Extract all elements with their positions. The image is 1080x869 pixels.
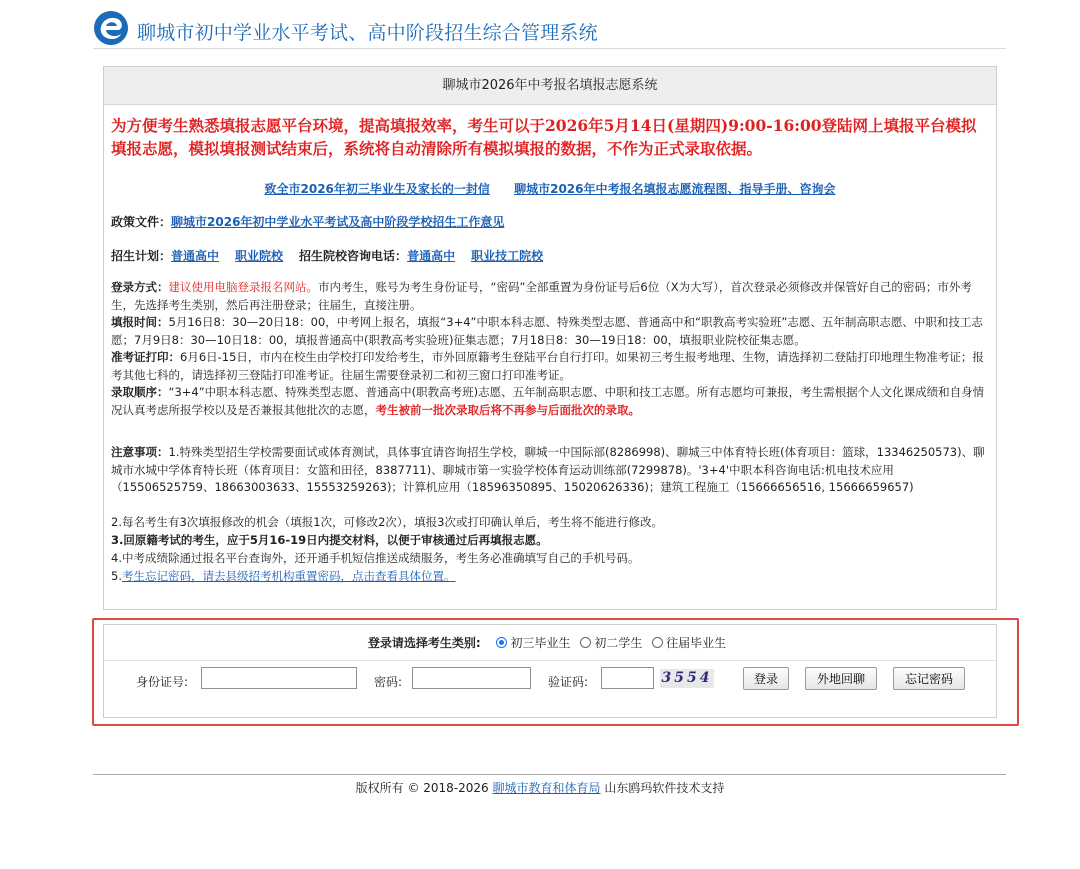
radio-unchecked-icon[interactable] [652,637,663,648]
support-text: 山东鸥玛软件技术支持 [604,781,725,795]
credentials-row [104,663,996,699]
note-item-3: 3.回原籍考试的考生，应于5月16-19日内提交材料，以便于审核通过后再填报志愿。 [111,533,548,547]
category-option-grade9[interactable]: 初三毕业生 [496,636,570,650]
plan-label: 招生计划： [111,249,172,263]
plan-link-vocational[interactable]: 职业院校 [235,249,284,263]
info-paragraphs [111,279,991,419]
process-guide-link[interactable]: 聊城市2026年中考报名填报志愿流程图、指导手册、咨询会 [514,182,836,196]
category-option-grade8[interactable]: 初二学生 [580,636,642,650]
consult-label: 招生院校咨询电话： [299,249,408,263]
footer [0,779,1080,796]
password-label: 密码: [374,675,403,689]
note-item-2: 2.每名考生有3次填报修改的机会（填报1次，可修改2次），填报3次或打印确认单后，考生将不能进行修改。 [111,515,663,529]
top-links [104,180,996,197]
policy-label: 政策文件： [111,215,172,229]
policy-row [111,213,520,230]
captcha-image[interactable]: 3554 [661,670,713,686]
login-method: 登录方式：建议使用电脑登录报名网站。市内考生，账号为考生身份证号，“密码”全部重置为身份证号后6位（X为大写），首次登录必须修改并保管好自己的密码；市外考生，先选择考生类别，然后再注册登录；往届生，直接注册。 [111,280,972,312]
id-number-input[interactable] [201,667,357,689]
footer-divider [93,774,1006,775]
policy-link[interactable]: 聊城市2026年初中学业水平考试及高中阶段学校招生工作意见 [171,215,505,229]
panel-title: 聊城市2026年中考报名填报志愿系统 [104,67,996,105]
notes: 注意事项：1.特殊类型招生学校需要面试或体育测试，具体事宜请咨询招生学校，聊城一中国际部(8286998)、聊城三中体育特长班(体育项目：篮球，13346250573)、聊城市水城中学体育特长班（体育项目：女篮和田径，8387711)、聊城市第一实验学校体育运动训练部(7299878)。'3+4'中职本科咨询电话:机电技术应用（15506525759、18663003633、15553259263)；计算机应用（18596350895、15020626336)；建筑工程施工（15666656516, 15666659657) [111,445,985,494]
radio-unchecked-icon[interactable] [580,637,591,648]
info-panel [103,66,997,610]
category-option-previous[interactable]: 往届毕业生 [652,636,726,650]
category-label: 登录请选择考生类别: [367,636,481,650]
password-input[interactable] [412,667,531,689]
copyright-text: 版权所有 © 2018-2026 [355,781,489,795]
consult-link-vocational[interactable]: 职业技工院校 [471,249,544,263]
forgot-password-button[interactable]: 忘记密码 [893,667,965,690]
education-bureau-link[interactable]: 聊城市教育和体育局 [492,781,601,795]
note-item-5: 5.考生忘记密码，请去县级招考机构重置密码，点击查看具体位置。 [111,569,456,583]
remote-return-button[interactable]: 外地回聊 [805,667,877,690]
captcha-label: 验证码: [548,675,589,689]
id-label: 身份证号: [136,675,189,689]
simulation-notice: 为方便考生熟悉填报志愿平台环境，提高填报效率，考生可以于2026年5月14日(星期四)9:00-16:00登陆网上填报平台模拟填报志愿，模拟填报测试结束后，系统将自动清除所有模拟填报的数据，不作为正式录取依据。 [111,116,977,158]
note-item-4: 4.中考成绩除通过报名平台查询外，还开通手机短信推送成绩服务，考生务必准确填写自己的手机号码。 [111,551,640,565]
e-circle-logo-icon [93,10,129,46]
plan-row [111,247,559,264]
captcha-input[interactable] [601,667,654,689]
parent-letter-link[interactable]: 致全市2026年初三毕业生及家长的一封信 [264,182,490,196]
ticket-print: 准考证打印：6月6日-15日，市内在校生由学校打印发给考生，市外回原籍考生登陆平台自行打印。如果初三考生报考地理、生物，请选择初二登陆打印地理生物准考证；报考其他七科的，请选择初三登陆打印准考证。往届生需要登录初二和初三窗口打印准考证。 [111,350,984,382]
reset-password-location-link[interactable]: 考生忘记密码，请去县级招考机构重置密码，点击查看具体位置。 [121,569,456,583]
admission-order: 录取顺序：“3+4”中职本科志愿、特殊类型志愿、普通高中(职教高考班)志愿、五年制高职志愿、中职和技工志愿。所有志愿均可兼报，考生需根据个人文化课成绩和自身情况认真考虑所报学校以及是否兼报其他批次的志愿，考生被前一批次录取后将不再参与后面批次的录取。 [111,385,985,417]
site-header [93,10,1006,49]
radio-checked-icon[interactable] [496,637,507,648]
site-title: 聊城市初中学业水平考试、高中阶段招生综合管理系统 [137,22,598,44]
category-row [104,625,996,661]
consult-link-high-school[interactable]: 普通高中 [407,249,456,263]
login-button[interactable]: 登录 [743,667,789,690]
fill-time: 填报时间：5月16日8：30—20日18：00，中考网上报名，填报“3+4”中职本科志愿、特殊类型志愿、普通高中和“职教高考实验班”志愿、五年制高职志愿、中职和技工志愿；7月9日8：30—10日18：00，填报普通高中(职教高考实验班)征集志愿；7月18日8：30—19日18：00，填报职业院校征集志愿。 [111,315,983,347]
login-form [103,624,997,718]
plan-link-high-school[interactable]: 普通高中 [171,249,220,263]
